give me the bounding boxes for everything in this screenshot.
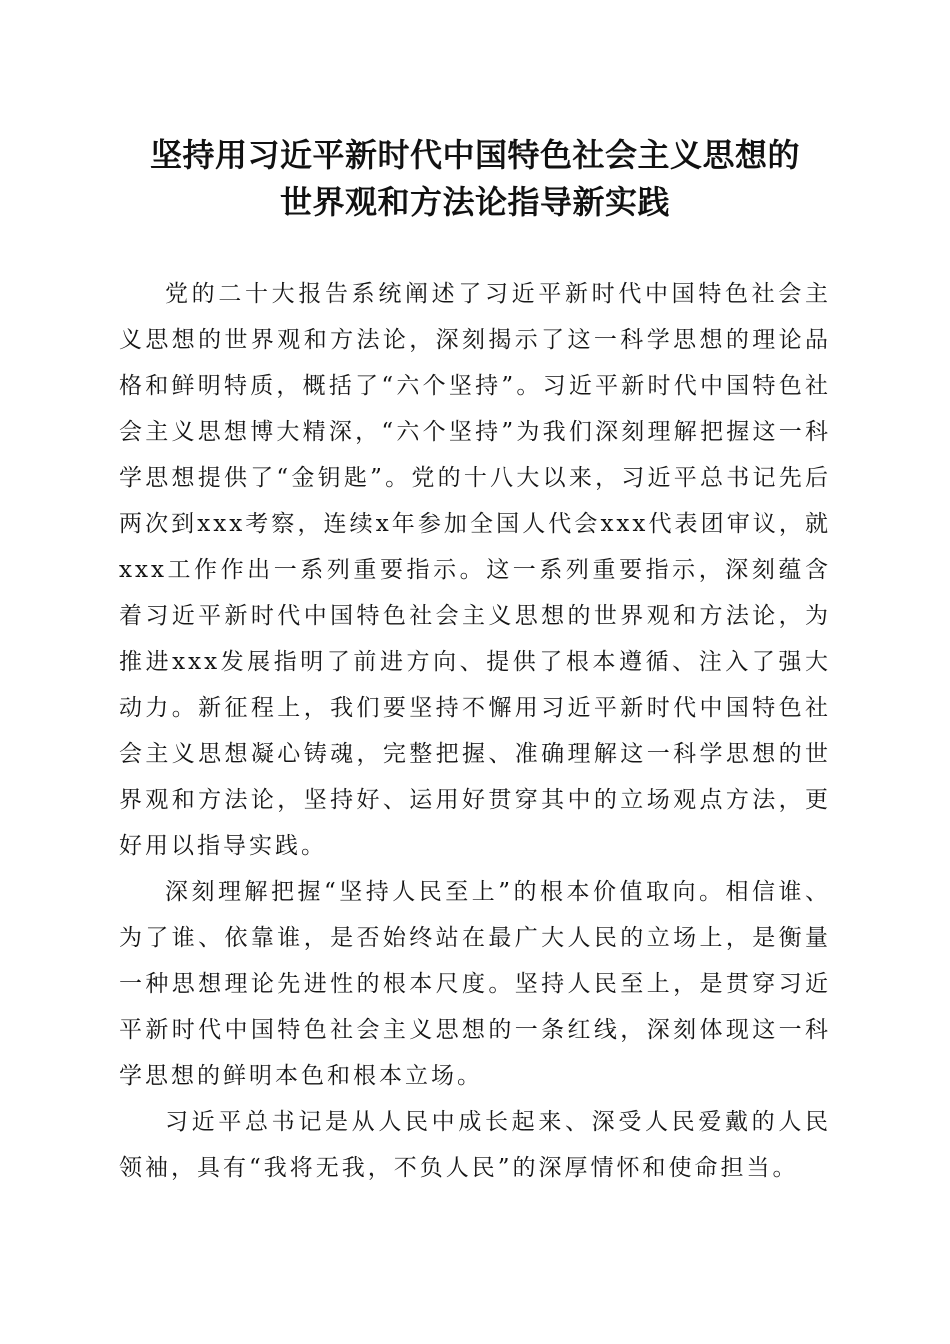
document-title [100,132,850,226]
paragraph-intro: 党的二十大报告系统阐述了习近平新时代中国特色社会主义思想的世界观和方法论，深刻揭示了这一科学思想的理论品格和鲜明特质，概括了“六个坚持”。习近平新时代中国特色社会主义思想博大精深，“六个坚持”为我们深刻理解把握这一科学思想提供了“金钥匙”。党的十八大以来，习近平总书记先后两次到xxx考察，连续x年参加全国人代会xxx代表团审议，就xxx工作作出一系列重要指示。这一系列重要指示，深刻蕴含着习近平新时代中国特色社会主义思想的世界观和方法论，为推进xxx发展指明了前进方向、提供了根本遵循、注入了强大动力。新征程上，我们要坚持不懈用习近平新时代中国特色社会主义思想凝心铸魂，完整把握、准确理解这一科学思想的世界观和方法论，坚持好、运用好贯穿其中的立场观点方法，更好用以指导实践。 [119,281,831,859]
document-body [119,271,831,1191]
title-line-1: 坚持用习近平新时代中国特色社会主义思想的 [149,136,800,174]
paragraph-people-leader: 习近平总书记是从人民中成长起来、深受人民爱戴的人民领袖，具有“我将无我，不负人民”的深厚情怀和使命担当。 [119,1109,831,1181]
paragraph-people-first: 深刻理解把握“坚持人民至上”的根本价值取向。相信谁、为了谁、依靠谁，是否始终站在最广大人民的立场上，是衡量一种思想理论先进性的根本尺度。坚持人民至上，是贯穿习近平新时代中国特色社会主义思想的一条红线，深刻体现这一科学思想的鲜明本色和根本立场。 [119,879,831,1089]
title-line-2: 世界观和方法论指导新实践 [279,183,670,221]
